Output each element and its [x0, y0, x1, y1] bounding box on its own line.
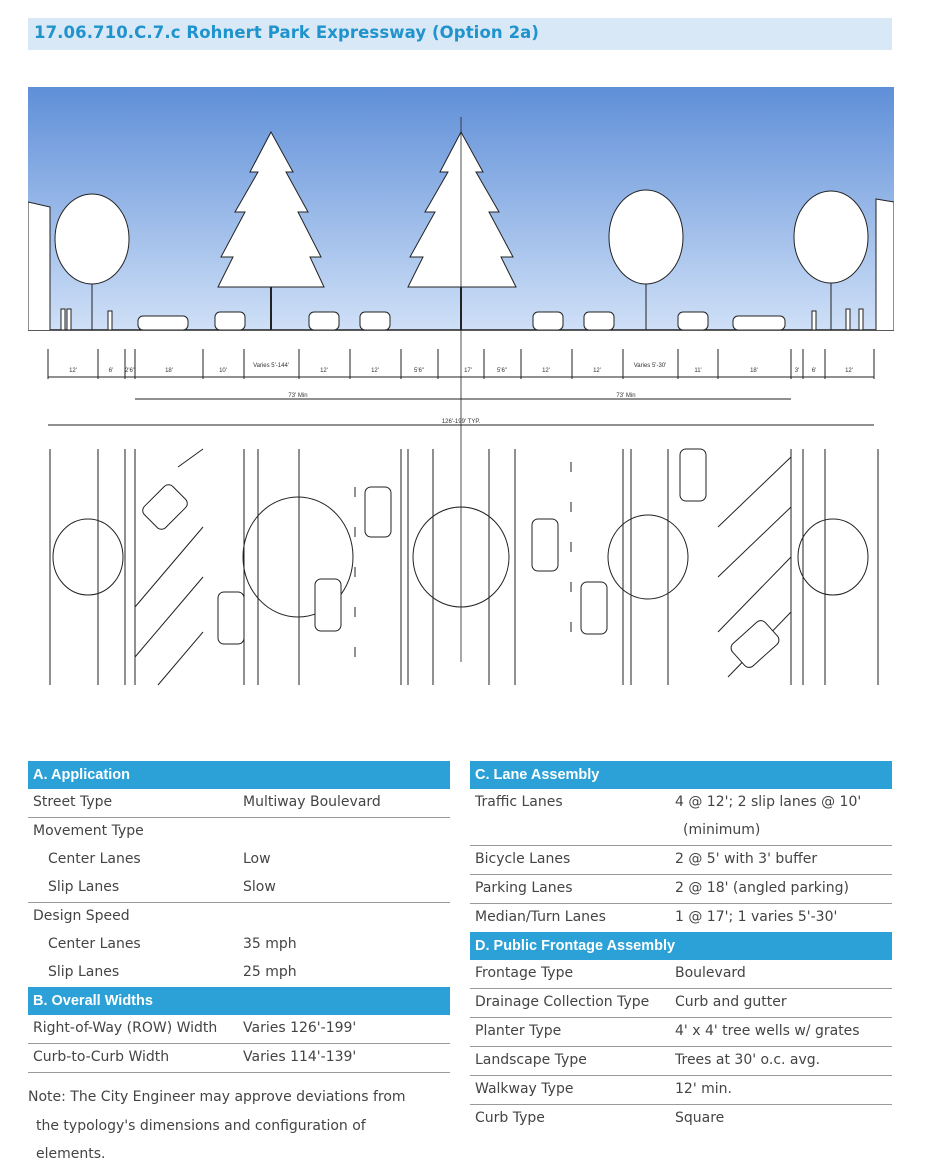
dim-label: 5'6": [414, 368, 424, 374]
application-table: [28, 761, 450, 1073]
row-label: Bicycle Lanes: [475, 851, 571, 867]
title-bar: [28, 18, 892, 50]
table-row: [470, 989, 892, 1018]
dim-label: 6': [108, 368, 114, 374]
row-value: 2 @ 5' with 3' buffer: [675, 851, 818, 867]
table-row: [470, 1076, 892, 1105]
row-value: Trees at 30' o.c. avg.: [675, 1052, 821, 1068]
row-value: Varies 126'-199': [243, 1020, 357, 1036]
dim-label: 17': [464, 368, 472, 374]
dim-label: 3': [794, 368, 800, 374]
note-line: the typology's dimensions and configuration of: [36, 1117, 366, 1134]
row-value: Varies 114'-139': [243, 1049, 357, 1065]
application-header: A. Application: [28, 761, 450, 789]
street-section-illustration: [28, 87, 894, 687]
table-row: [28, 1015, 450, 1044]
row-value: Low: [243, 851, 271, 867]
row-label: Drainage Collection Type: [475, 994, 650, 1010]
table-row: [28, 789, 450, 818]
table-row: [28, 846, 450, 874]
dim-label: Varies 5'-30': [633, 363, 667, 369]
row-value: Slow: [243, 879, 276, 895]
row-value: 35 mph: [243, 936, 297, 952]
table-row: [28, 1044, 450, 1073]
frontage-header: D. Public Frontage Assembly: [470, 932, 892, 960]
dim-label: 12': [371, 368, 379, 374]
dim-label: 10': [219, 368, 227, 374]
row-value: Curb and gutter: [675, 994, 787, 1010]
dim-label: 12': [542, 368, 550, 374]
table-row: [470, 1047, 892, 1076]
building-right: [876, 199, 894, 330]
row-label: Landscape Type: [475, 1052, 587, 1068]
row-value: Boulevard: [675, 965, 746, 981]
table-row: [28, 931, 450, 959]
note: [28, 1083, 448, 1169]
page-title: 17.06.710.C.7.c Rohnert Park Expressway (Option 2a): [34, 23, 540, 42]
dim-label: 18': [165, 368, 173, 374]
row-value: Square: [675, 1110, 725, 1126]
table-row: [470, 904, 892, 932]
dim-label: 2'6": [125, 368, 135, 374]
table-row: [470, 1105, 892, 1133]
lane-assembly-table: [470, 761, 892, 1133]
note-line: elements.: [36, 1146, 106, 1162]
row-label: Center Lanes: [48, 851, 141, 867]
dim-label: 12': [593, 368, 601, 374]
row-label: Frontage Type: [475, 965, 574, 981]
building-left: [28, 202, 50, 330]
row-label: Median/Turn Lanes: [475, 909, 606, 925]
plan-view: [50, 449, 878, 685]
table-row: [28, 818, 450, 846]
dim-label: 12': [320, 368, 328, 374]
table-row: [470, 817, 892, 846]
row-value-continued: (minimum): [683, 822, 761, 838]
row-label: Center Lanes: [48, 936, 141, 952]
row-label: Planter Type: [475, 1023, 562, 1039]
dim-label: 6': [811, 368, 817, 374]
row-label: Right-of-Way (ROW) Width: [33, 1020, 218, 1036]
row-value: 1 @ 17'; 1 varies 5'-30': [675, 909, 838, 925]
row-label: Slip Lanes: [48, 879, 120, 895]
row-label: Street Type: [33, 794, 113, 810]
row-label: Movement Type: [33, 823, 144, 839]
min-label-left: 73' Min: [288, 393, 308, 399]
table-row: [470, 875, 892, 904]
dim-label: 12': [69, 368, 77, 374]
row-label: Slip Lanes: [48, 964, 120, 980]
dim-label: 5'6": [497, 368, 507, 374]
row-value: Multiway Boulevard: [243, 794, 381, 810]
row-value: 4' x 4' tree wells w/ grates: [675, 1023, 860, 1039]
table-row: [470, 960, 892, 989]
widths-header: B. Overall Widths: [28, 987, 450, 1015]
dim-label: Varies 5'-144': [253, 363, 289, 369]
dim-label: 18': [750, 368, 758, 374]
table-row: [470, 789, 892, 817]
table-row: [470, 1018, 892, 1047]
dim-label: 12': [845, 368, 853, 374]
row-value: 12' min.: [675, 1081, 732, 1097]
typ-label: 126'-199' TYP.: [441, 419, 481, 425]
table-row: [28, 903, 450, 931]
table-row: [28, 959, 450, 987]
row-value: 25 mph: [243, 964, 297, 980]
row-value: 2 @ 18' (angled parking): [675, 880, 850, 896]
dim-label: 11': [694, 368, 702, 374]
row-label: Parking Lanes: [475, 880, 573, 896]
note-line: Note: The City Engineer may approve deviations from: [28, 1089, 406, 1105]
table-row: [470, 846, 892, 875]
row-value: 4 @ 12'; 2 slip lanes @ 10': [675, 794, 862, 810]
lanes-header: C. Lane Assembly: [470, 761, 892, 789]
min-label-right: 73' Min: [616, 393, 636, 399]
row-label: Curb Type: [475, 1110, 545, 1126]
row-label: Curb-to-Curb Width: [33, 1049, 170, 1065]
row-label: Traffic Lanes: [475, 794, 563, 810]
table-row: [28, 874, 450, 903]
row-label: Design Speed: [33, 908, 130, 924]
row-label: Walkway Type: [475, 1081, 574, 1097]
